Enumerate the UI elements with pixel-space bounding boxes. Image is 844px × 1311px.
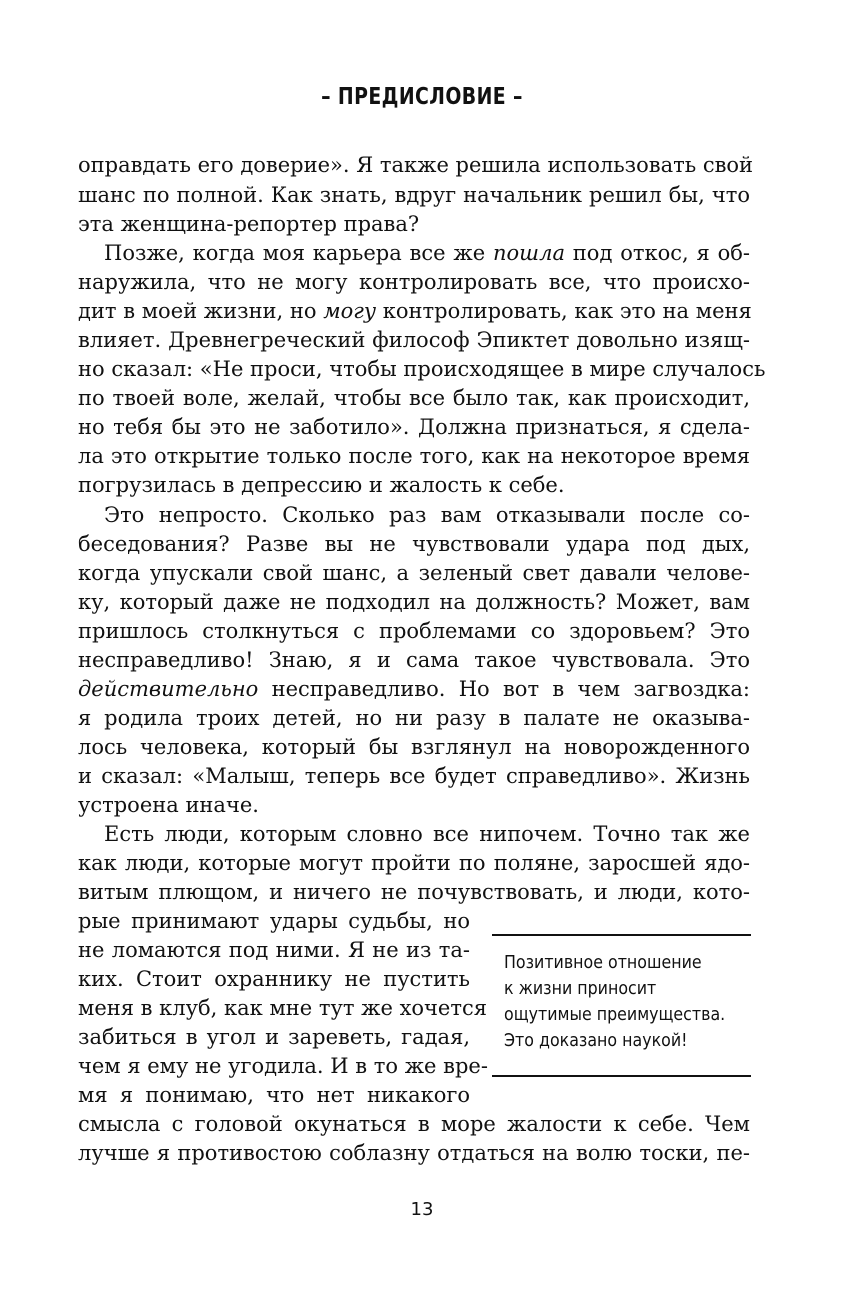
text-line: лось человека, который бы взглянул на новорожденного xyxy=(78,735,750,759)
text-line: не ломаются под ними. Я не из та- xyxy=(78,938,470,962)
text-line: Позже, когда моя карьера все же пошла под откос, я об- xyxy=(104,241,751,265)
text-line: шанс по полной. Как знать, вдруг начальник решил бы, что xyxy=(78,183,750,207)
text-line: но сказал: «Не проси, чтобы происходящее в мире случалось xyxy=(78,357,766,381)
text-line: забиться в угол и зареветь, гадая, xyxy=(78,1025,470,1049)
text-line: смысла с головой окунаться в море жалости к себе. Чем xyxy=(78,1112,750,1136)
text-line: несправедливо! Знаю, я и сама такое чувствовала. Это xyxy=(78,648,750,672)
text-line: оправдать его доверие». Я также решила использовать свой xyxy=(78,153,754,177)
text-line: влияет. Древнегреческий философ Эпиктет довольно изящ- xyxy=(78,328,750,352)
callout-line: Это доказано наукой! xyxy=(504,1030,688,1051)
emphasis: действительно xyxy=(78,677,259,701)
text-line: ких. Стоит охраннику не пустить xyxy=(78,967,470,991)
text-line: Это непросто. Сколько раз вам отказывали после со- xyxy=(104,503,750,527)
text-line: эта женщина-репортер права? xyxy=(78,212,420,236)
text-line: беседования? Разве вы не чувствовали удара под дых, xyxy=(78,532,750,556)
text-line: действительно несправедливо. Но вот в чем загвоздка: xyxy=(78,677,750,701)
text-line: дит в моей жизни, но могу контролировать, как это на меня xyxy=(78,299,752,323)
running-header: – ПРЕДИСЛОВИЕ – xyxy=(321,84,523,110)
text-line: я родила троих детей, но ни разу в палате не оказыва- xyxy=(78,706,750,730)
page-number: 13 xyxy=(410,1199,434,1220)
text-line: и сказал: «Малыш, теперь все будет справедливо». Жизнь xyxy=(78,764,750,788)
text-line: рые принимают удары судьбы, но xyxy=(78,909,470,933)
text-line: ла это открытие только после того, как на некоторое время xyxy=(78,444,750,468)
text-line: чем я ему не угодила. И в то же вре- xyxy=(78,1054,488,1078)
text-line: меня в клуб, как мне тут же хочется xyxy=(78,996,487,1020)
text-line: как люди, которые могут пройти по поляне, заросшей ядо- xyxy=(78,851,750,875)
text-line: пришлось столкнуться с проблемами со здоровьем? Это xyxy=(78,619,750,643)
text-line: когда упускали свой шанс, а зеленый свет давали челове- xyxy=(78,561,750,585)
sidebar-callout xyxy=(504,950,754,1054)
sidebar-bottom-rule xyxy=(492,1075,751,1077)
text-line: но тебя бы это не заботило». Должна признаться, я сдела- xyxy=(78,415,750,439)
text-line: погрузилась в депрессию и жалость к себе. xyxy=(78,473,565,497)
text-line: ку, который даже не подходил на должность? Может, вам xyxy=(78,590,750,614)
callout-line: Позитивное отношение xyxy=(504,952,702,973)
text-line: лучше я противостою соблазну отдаться на волю тоски, пе- xyxy=(78,1141,750,1165)
text-line: витым плющом, и ничего не почувствовать, и люди, кото- xyxy=(78,880,750,904)
callout-line: к жизни приносит xyxy=(504,978,657,999)
callout-line: ощутимые преимущества. xyxy=(504,1004,726,1025)
emphasis: пошла xyxy=(493,241,565,265)
text-line: Есть люди, которым словно все нипочем. Точно так же xyxy=(104,822,750,846)
emphasis: могу xyxy=(323,299,377,323)
text-line: по твоей воле, желай, чтобы все было так, как происходит, xyxy=(78,386,750,410)
text-line: наружила, что не могу контролировать все, что происхо- xyxy=(78,270,750,294)
text-line: мя я понимаю, что нет никакого xyxy=(78,1083,470,1107)
sidebar-top-rule xyxy=(492,934,751,936)
text-line: устроена иначе. xyxy=(78,793,259,817)
